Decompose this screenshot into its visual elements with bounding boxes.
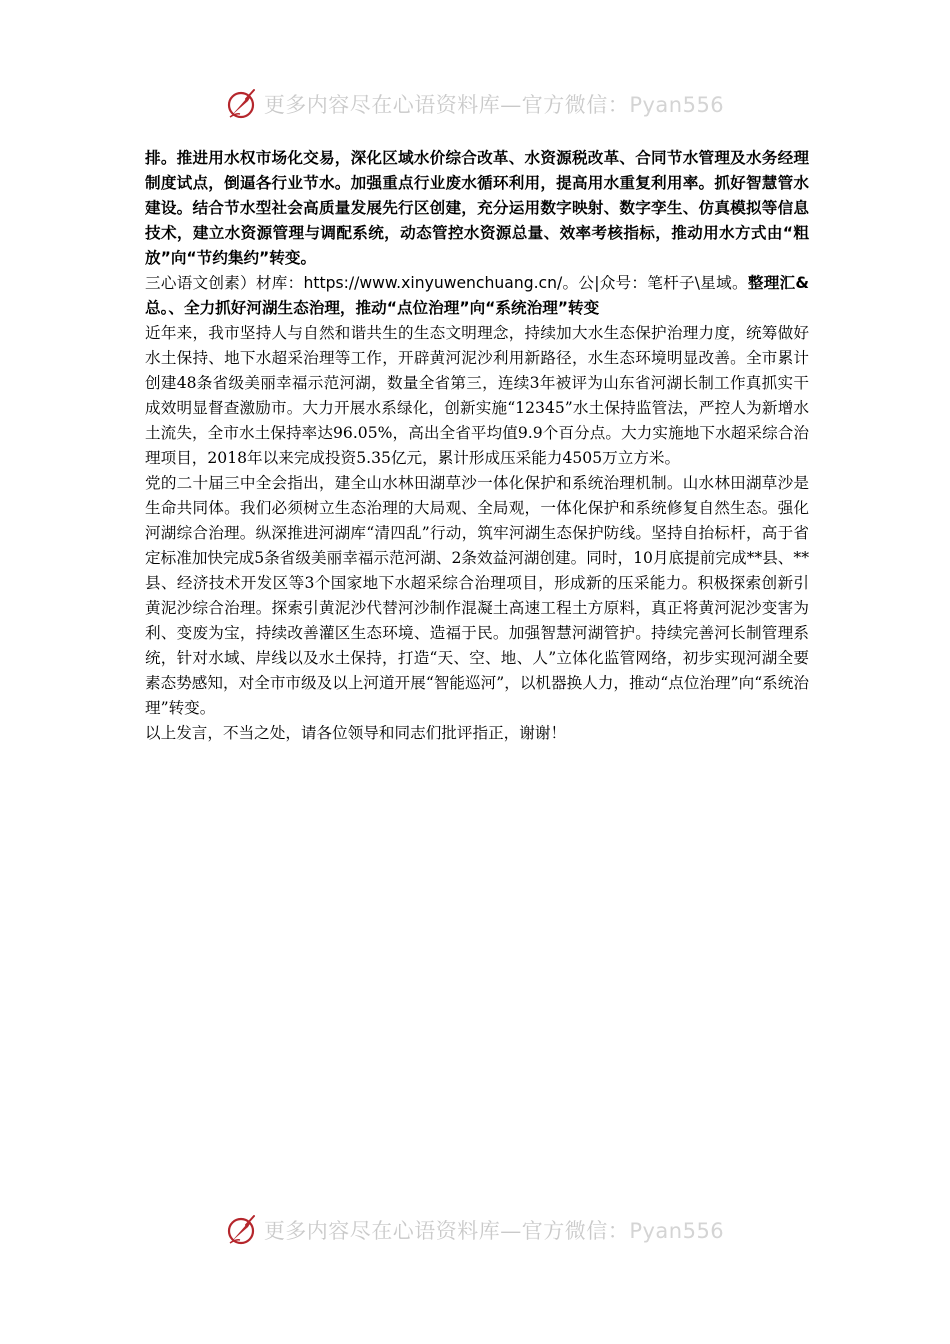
section-heading: 整理汇&总。、全力抓好河湖生态治理，推动“点位治理”向“系统治理”转变: [145, 274, 809, 317]
source-note: 三心语文创素）材库：https://www.xinyuwenchuang.cn/。公|众号：笔杆子\星域。: [145, 274, 748, 292]
paragraph-measures: 党的二十届三中全会指出，建全山水林田湖草沙一体化保护和系统治理机制。山水林田湖草沙是生命共同体。我们必须树立生态治理的大局观、全局观，一体化保护和系统修复自然生态。强化河湖综合治理。纵深推进河湖库“清四乱”行动，筑牢河湖生态保护防线。坚持自抬标杆，高于省定标准加快完成5条省级美丽幸福示范河湖、2条效益河湖创建。同时，10月底提前完成**县、**县、经济技术开发区等3个国家地下水超采综合治理项目，形成新的压采能力。积极探索创新引黄泥沙综合治理。探索引黄泥沙代替河沙制作混凝土高速工程土方原料，真正将黄河泥沙变害为利、变废为宝，持续改善灌区生态环境、造福于民。加强智慧河湖管护。持续完善河长制管理系统，针对水域、岸线以及水土保持，打造“天、空、地、人”立体化监管网络，初步实现河湖全要素态势感知，对全市市级及以上河道开展“智能巡河”，以机器换人力，推动“点位治理”向“系统治理”转变。: [145, 474, 809, 717]
paragraph-section-heading: [145, 271, 809, 321]
paragraph-closing: 以上发言，不当之处，请各位领导和同志们批评指正，谢谢！: [145, 724, 567, 742]
document-body: [145, 146, 809, 746]
header-banner: [0, 84, 950, 124]
paragraph-water-saving: 排。推进用水权市场化交易，深化区域水价综合改革、水资源税改革、合同节水管理及水务经理制度试点，倒逼各行业节水。加强重点行业废水循环利用，提高用水重复利用率。抓好智慧管水建设。结合节水型社会高质量发展先行区创建，充分运用数字映射、数字孪生、仿真模拟等信息技术，建立水资源管理与调配系统，动态管控水资源总量、效率考核指标，推动用水方式由“粗放”向“节约集约”转变。: [145, 149, 809, 267]
banner-text: [264, 1215, 724, 1245]
pen-nib-logo-icon: [226, 87, 260, 121]
wechat-id: Pyan556: [629, 93, 725, 117]
footer-banner: [0, 1210, 950, 1250]
banner-text: [264, 89, 724, 119]
pen-nib-logo-icon: [226, 1213, 260, 1247]
wechat-id: Pyan556: [629, 1219, 725, 1243]
paragraph-achievements: 近年来，我市坚持人与自然和谐共生的生态文明理念，持续加大水生态保护治理力度，统筹做好水土保持、地下水超采治理等工作，开辟黄河泥沙利用新路径，水生态环境明显改善。全市累计创建48条省级美丽幸福示范河湖，数量全省第三，连续3年被评为山东省河湖长制工作真抓实干成效明显督查激励市。大力开展水系绿化，创新实施“12345”水土保持监管法，严控人为新增水土流失，全市水土保持率达96.05%，高出全省平均值9.9个百分点。大力实施地下水超采综合治理项目，2018年以来完成投资5.35亿元，累计形成压采能力4505万立方米。: [145, 324, 809, 467]
banner-slogan: 更多内容尽在心语资料库—官方微信：: [263, 1219, 630, 1243]
banner-slogan: 更多内容尽在心语资料库—官方微信：: [263, 93, 630, 117]
